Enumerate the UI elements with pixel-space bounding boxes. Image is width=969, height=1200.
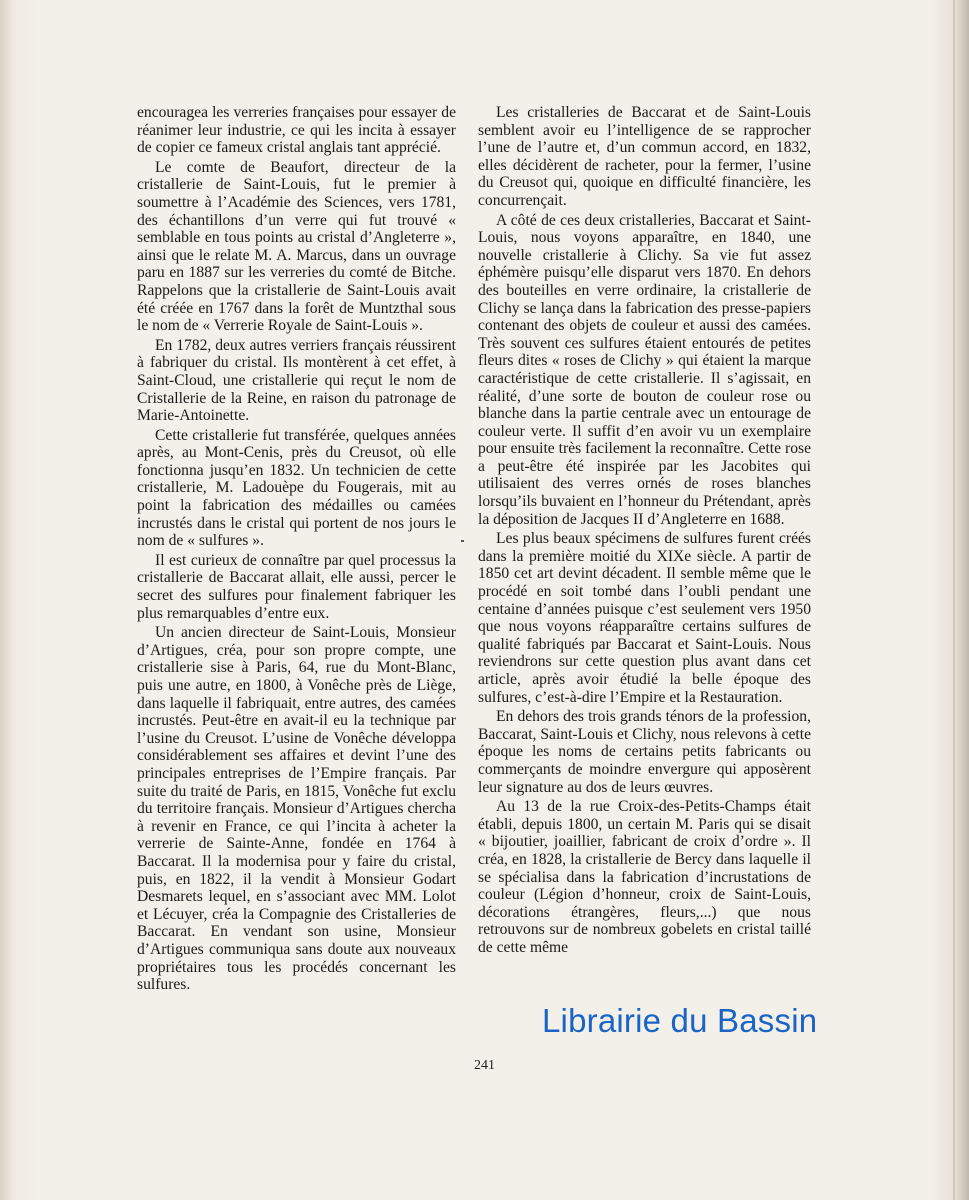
paragraph: Le comte de Beaufort, directeur de la cristallerie de Saint-Louis, fut le premier à soumettre à l’Académie des Sciences, vers 1781, des échantillons d’un verre qui fut trouvé « semblable en tous points au cristal d’Angleterre », ainsi que le relate M. A. Marcus, dans un ouvrage paru en 1887 sur les verreries du comté de Bitche. Rappelons que la cristallerie de Saint-Louis avait été créée en 1767 dans la forêt de Muntzthal sous le nom de « Verrerie Royale de Saint-Louis ». (137, 158, 456, 335)
page-edge (953, 0, 955, 1200)
paragraph: Au 13 de la rue Croix-des-Petits-Champs était établi, depuis 1800, un certain M. Paris qui se disait « bijoutier, joaillier, fabricant de croix d’ordre ». Il créa, en 1828, la cristallerie de Bercy dans laquelle il se spécialisa dans la fabrication d’incrustations de couleur (Légion d’honneur, croix de Saint-Louis, décorations étrangères, fleurs,...) que nous retrouvons sur de nombreux gobelets en cristal taillé de cette même (478, 798, 811, 956)
paragraph: A côté de ces deux cristalleries, Baccarat et Saint-Louis, nous voyons apparaître, en 1840, une nouvelle cristallerie à Clichy. Sa vie fut assez éphémère puisqu’elle disparut vers 1870. En dehors des bouteilles en verre ordinaire, la cristallerie de Clichy se lança dans la fabrication des presse-papiers contenant des objets de couleur et aussi des camées. Très souvent ces sulfures étaient entourés de petites fleurs dites « roses de Clichy » qui étaient la marque caractéristique de cette cristallerie. Il s’agissait, en réalité, d’une sorte de bouton de couleur rose ou blanche dans la partie centrale avec un entourage de couleur verte. Il suffit d’en avoir vu un exemplaire pour ensuite très facilement la reconnaître. Cette rose a peut-être été inspirée par les Jacobites qui utilisaient des verres ornés de roses blanches lorsqu’ils buvaient en l’honneur du Prétendant, après la déposition de Jacques II d’Angleterre en 1688. (478, 211, 811, 528)
page-number: 241 (474, 1058, 495, 1073)
watermark-text: Librairie du Bassin (542, 1002, 818, 1039)
paragraph: En 1782, deux autres verriers français réussirent à fabriquer du cristal. Ils montèrent à cet effet, à Saint-Cloud, une cristallerie qui reçut le nom de Cristallerie de la Reine, en raison du patronage de Marie-Antoinette. (137, 336, 456, 425)
paragraph: Les cristalleries de Baccarat et de Saint-Louis semblent avoir eu l’intelligence de se rapprocher l’une de l’autre et, d’un commun accord, en 1832, elles décidèrent de racheter, pour la fermer, l’usine du Creusot qui, quoique en difficulté financière, les concurrençait. (478, 104, 811, 209)
paragraph: En dehors des trois grands ténors de la profession, Baccarat, Saint-Louis et Clichy, nous relevons à cette époque les noms de certains petits fabricants ou commerçants de moindre envergure qui apposèrent leur signature au dos de leurs œuvres. (478, 708, 811, 796)
print-mark (461, 540, 464, 542)
paragraph: encouragea les verreries françaises pour essayer de réanimer leur industrie, ce qui les incita à essayer de copier ce fameux cristal anglais tant apprécié. (137, 104, 456, 157)
left-text-column (137, 104, 456, 996)
right-text-column (478, 104, 811, 959)
paragraph: Les plus beaux spécimens de sulfures furent créés dans la première moitié du XIXe siècle. A partir de 1850 cet art devint décadent. Il semble même que le procédé en soit tombé dans l’oubli pendant une centaine d’années puisque c’est seulement vers 1950 que nous voyons réapparaître certains sulfures de qualité fabriqués par Baccarat et Saint-Louis. Nous reviendrons sur cette question plus avant dans cet article, après avoir étudié la belle époque des sulfures, c’est-à-dire l’Empire et la Restauration. (478, 530, 811, 706)
paragraph: Un ancien directeur de Saint-Louis, Monsieur d’Artigues, créa, pour son propre compte, une cristallerie sise à Paris, 64, rue du Mont-Blanc, puis une autre, en 1800, à Vonêche près de Liège, dans laquelle il fabriquait, entre autres, des camées incrustés. Peut-être en avait-il eu la technique par l’usine du Creusot. L’usine de Vonêche développa considérablement ses affaires et devint l’une des principales entreprises de l’Empire français. Par suite du traité de Paris, en 1815, Vonêche fut exclu du territoire français. Monsieur d’Artigues chercha à revenir en France, ce qui l’incita à acheter la verrerie de Sainte-Anne, fondée en 1764 à Baccarat. Il la modernisa pour y faire du cristal, puis, en 1822, il la vendit à Monsieur Godart Desmarets lequel, en s’associant avec MM. Lolot et Lécuyer, créa la Compagnie des Cristalleries de Baccarat. En vendant son usine, Monsieur d’Artigues communiqua sans doute aux nouveaux propriétaires tous les procédés concernant les sulfures. (137, 624, 456, 994)
paragraph: Cette cristallerie fut transférée, quelques années après, au Mont-Cenis, près du Creusot, où elle fonctionna jusqu’en 1832. Un technicien de cette cristallerie, M. Ladouèpe du Fougerais, mit au point la fabrication des médailles ou camées incrustés dans le cristal qui portent de nos jours le nom de « sulfures ». (137, 426, 456, 550)
paragraph: Il est curieux de connaître par quel processus la cristallerie de Baccarat allait, elle aussi, percer le secret des sulfures pour finalement fabriquer les plus remarquables d’entre eux. (137, 551, 456, 622)
